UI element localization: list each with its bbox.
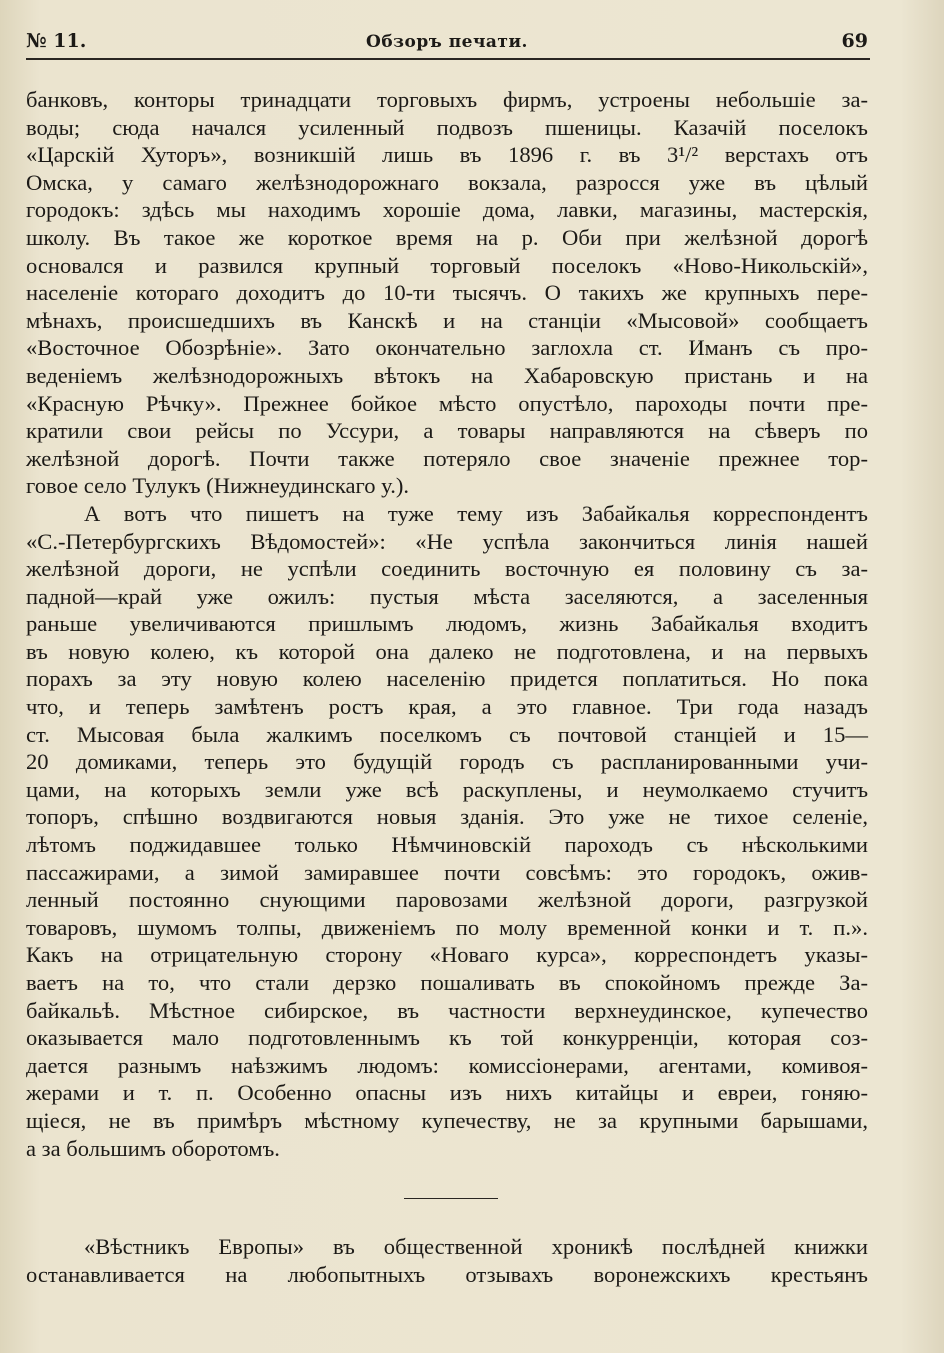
text-line: А вотъ что пишетъ на туже тему изъ Забайкалья корреспондентъ (84, 500, 868, 526)
text-line: щiеся, не въ примѣръ мѣстному купечеству, не за крупными барышами, (26, 1107, 868, 1133)
text-line: «Восточное Обозрѣнiе». Зато окончательно заглохла ст. Иманъ съ про- (26, 335, 868, 361)
section-title: Обзоръ печати. (366, 32, 528, 52)
main-text (26, 86, 868, 1162)
page-number: 69 (841, 30, 868, 52)
text-line: порахъ за эту новую колею населенiю придется поплатиться. Но пока (26, 666, 868, 692)
paragraph-3 (26, 1233, 868, 1288)
text-line: ваетъ на то, что стали дерзко пошаливать въ спокойномъ прежде За- (26, 970, 868, 995)
header-rule (26, 58, 870, 60)
text-line: раньше увеличиваются пришлымъ людомъ, жизнь Забайкалья входитъ (26, 611, 868, 637)
text-line: городокъ: здѣсь мы находимъ хорошiе дома, лавки, магазины, мастерскiя, (26, 197, 868, 223)
text-line: мѣнахъ, происшедшихъ въ Канскѣ и на станцiи «Мысовой» сообщаетъ (26, 307, 868, 333)
text-line: желѣзной дороги, не успѣли соединить восточную ея половину съ за- (26, 556, 868, 582)
text-line: что, и теперь замѣтенъ ростъ края, а это главное. Три года назадъ (26, 694, 868, 720)
text-line: оказывается мало подготовленнымъ къ той конкурренцiи, которая соз- (26, 1025, 868, 1051)
text-line: цами, на которыхъ земли уже всѣ раскуплены, и неумолкаемо стучитъ (26, 776, 868, 802)
text-line: основался и развился крупный торговый поселокъ «Ново-Никольскiй», (26, 252, 868, 278)
text-line: ст. Мысовая была жалкимъ поселкомъ съ почтовой станцiей и 15— (26, 721, 868, 747)
text-line: Омска, у самаго желѣзнодорожнаго вокзала, разросся уже въ цѣлый (26, 169, 868, 195)
text-line: пассажирами, а зимой замиравшее почти совсѣмъ: это городокъ, ожив- (26, 859, 868, 885)
text-line: «Царскiй Хуторъ», возникшiй лишь въ 1896 г. въ 3¹/² верстахъ отъ (26, 142, 868, 168)
text-line: а за большимъ оборотомъ. (26, 1135, 280, 1161)
text-line: въ новую колею, къ которой она далеко не подготовлена, и на первыхъ (26, 638, 868, 664)
text-line: «Вѣстникъ Европы» въ общественной хроникѣ послѣдней книжки (84, 1234, 868, 1259)
text-line: Какъ на отрицательную сторону «Новаго курса», корреспондетъ указы- (26, 942, 868, 968)
text-line: населенiе котораго доходитъ до 10-ти тысячъ. О такихъ же крупныхъ пере- (26, 280, 868, 306)
paragraph-2 (26, 500, 868, 1162)
text-line: говое село Тулукъ (Нижнеудинскаго у.). (26, 473, 410, 499)
paragraph-1 (26, 86, 868, 500)
text-line: банковъ, конторы тринадцати торговыхъ фирмъ, устроены небольшiе за- (26, 87, 868, 112)
issue-number: № 11. (26, 30, 87, 52)
running-header (26, 30, 868, 56)
text-line: дается разнымъ наѣзжимъ людомъ: комиссiонерами, агентами, комивоя- (26, 1052, 868, 1078)
text-line: 20 домиками, теперь это будущiй городъ съ распланированными учи- (26, 749, 868, 775)
next-section-text (26, 1233, 868, 1288)
text-line: кратили свои рейсы по Уссури, а товары направляются на сѣверъ по (26, 418, 868, 444)
text-line: лѣтомъ поджидавшее только Нѣмчиновскiй пароходъ съ нѣсколькими (26, 832, 868, 858)
text-line: «Красную Рѣчку». Прежнее бойкое мѣсто опустѣло, пароходы почти пре- (26, 390, 868, 416)
text-line: жерами и т. п. Особенно опасны изъ нихъ китайцы и евреи, гоняю- (26, 1080, 868, 1106)
text-line: желѣзной дорогѣ. Почти также потеряло свое значенiе прежнее тор- (26, 445, 868, 471)
text-line: падной—край уже ожилъ: пустыя мѣста заселяются, а заселенныя (26, 583, 868, 609)
text-line: байкальѣ. Мѣстное сибирское, въ частности верхнеудинское, купечество (26, 997, 868, 1023)
text-line: топоръ, спѣшно воздвигаются новыя зданiя. Это уже не тихое селенiе, (26, 804, 868, 830)
text-line: веденiемъ желѣзнодорожныхъ вѣтокъ на Хабаровскую пристань и на (26, 362, 868, 388)
text-line: «С.-Петербургскихъ Вѣдомостей»: «Не успѣла закончиться линiя нашей (26, 528, 868, 554)
text-line: товаровъ, шумомъ толпы, движенiемъ по молу временной конки и т. п.». (26, 914, 868, 940)
text-line: школу. Въ такое же короткое время на р. Оби при желѣзной дорогѣ (26, 224, 868, 250)
text-line: воды; сюда начался усиленный подвозъ пшеницы. Казачiй поселокъ (26, 114, 868, 140)
section-separator (404, 1198, 498, 1199)
text-line: ленный постоянно снующими паровозами желѣзной дороги, разгрузкой (26, 887, 868, 913)
text-line: останавливается на любопытныхъ отзывахъ воронежскихъ крестьянъ (26, 1261, 868, 1287)
